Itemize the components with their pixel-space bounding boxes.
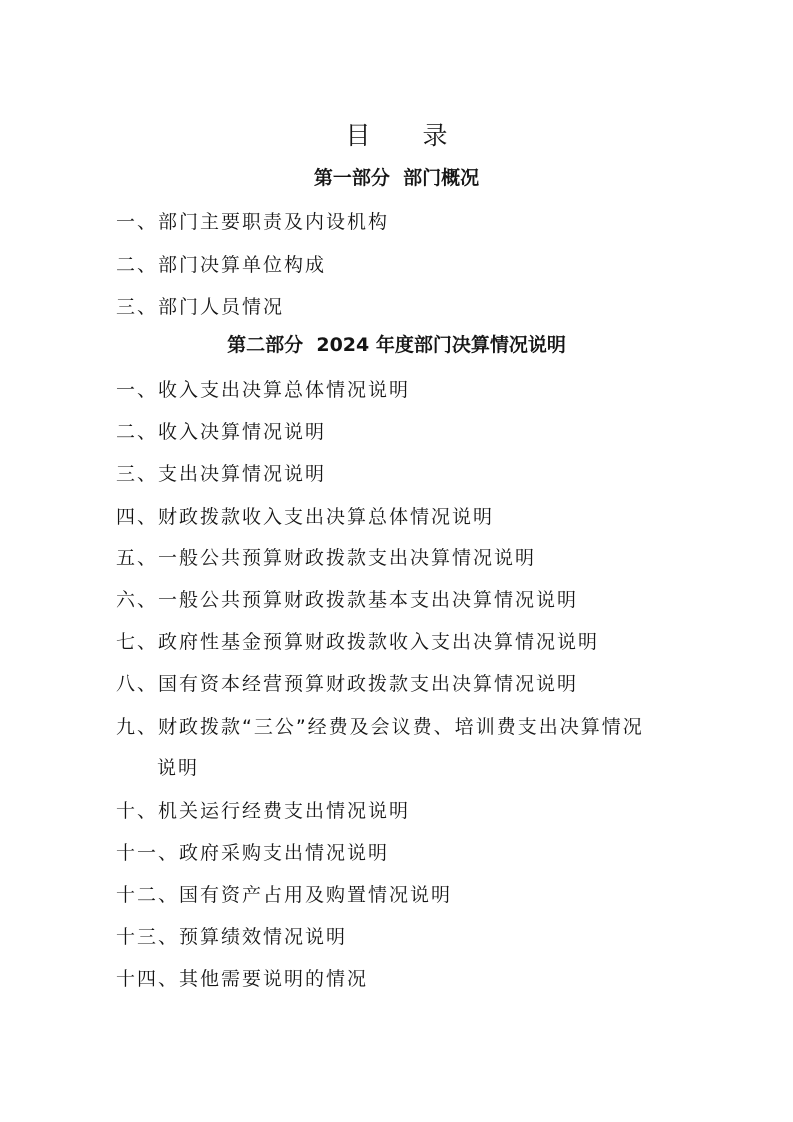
toc-item: 一、收入支出决算总体情况说明	[116, 379, 411, 401]
toc-item: 六、一般公共预算财政拨款基本支出决算情况说明	[116, 589, 579, 611]
toc-item: 二、部门决算单位构成	[116, 254, 327, 276]
toc-item: 一、部门主要职责及内设机构	[116, 211, 390, 233]
toc-item: 二、收入决算情况说明	[116, 421, 327, 443]
toc-item: 三、支出决算情况说明	[116, 463, 327, 485]
toc-item: 十四、其他需要说明的情况	[116, 968, 369, 990]
toc-item: 九、财政拨款“三公”经费及会议费、培训费支出决算情况	[116, 716, 644, 738]
toc-item: 七、政府性基金预算财政拨款收入支出决算情况说明	[116, 631, 600, 653]
toc-item: 十三、预算绩效情况说明	[116, 926, 348, 948]
toc-item: 四、财政拨款收入支出决算总体情况说明	[116, 506, 495, 528]
part-1-heading: 第一部分 部门概况	[313, 167, 480, 189]
toc-item: 十、机关运行经费支出情况说明	[116, 800, 411, 822]
part-2-heading: 第二部分 2024 年度部门决算情况说明	[227, 334, 566, 356]
toc-item: 十二、国有资产占用及购置情况说明	[116, 884, 453, 906]
toc-item-continuation: 说明	[157, 757, 200, 779]
toc-item: 八、国有资本经营预算财政拨款支出决算情况说明	[116, 673, 579, 695]
toc-title: 目 录	[345, 121, 470, 150]
toc-item: 三、部门人员情况	[116, 296, 285, 318]
toc-item: 十一、政府采购支出情况说明	[116, 842, 390, 864]
toc-item: 五、一般公共预算财政拨款支出决算情况说明	[116, 547, 537, 569]
